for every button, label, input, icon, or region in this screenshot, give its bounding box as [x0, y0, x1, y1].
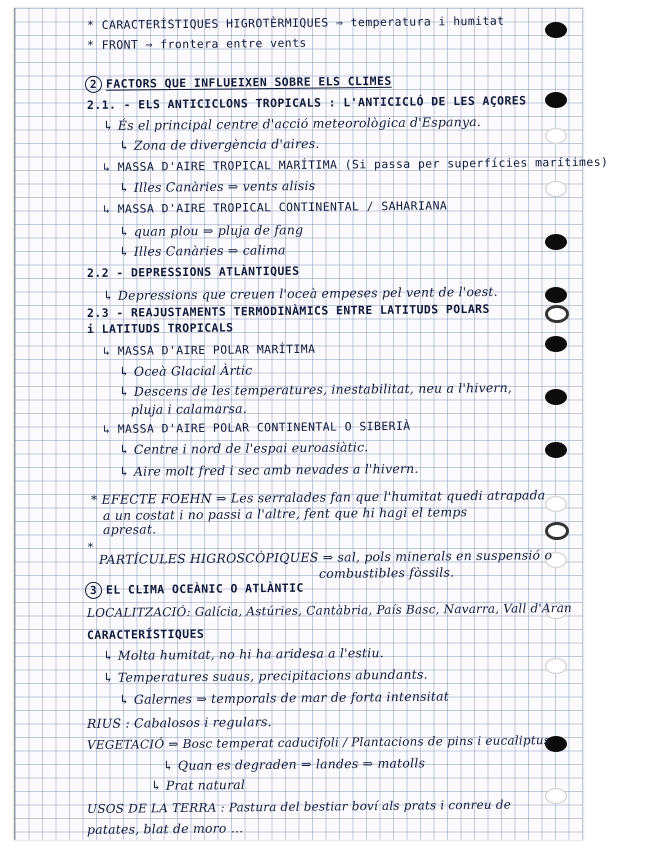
note-line: a un costat i no passi a l'altre, fent que hi hagi el temps: [102, 504, 468, 523]
punch-hole: [545, 788, 567, 804]
note-line: ↳ Zona de divergència d'aires.: [118, 135, 320, 153]
punch-hole: [545, 287, 567, 303]
section-number: 3: [85, 582, 102, 599]
note-line: PARTÍCULES HIGROSCÒPIQUES ⇒ sal, pols minerals en suspensió o: [98, 547, 553, 567]
section-heading: [85, 580, 304, 599]
note-line: CARACTERÍSTIQUES: [86, 626, 205, 642]
note-line: ↳ Galernes ⇒ temporals de mar de forta intensitat: [118, 688, 450, 707]
note-line: ↳ MASSA D'AIRE TROPICAL CONTINENTAL / SAHARIANA: [102, 198, 448, 216]
note-line: ↳ Illes Canàries ⇒ calima: [118, 242, 286, 259]
note-line: apresat.: [102, 521, 157, 537]
note-line: *: [86, 539, 95, 554]
punch-hole: [545, 336, 567, 352]
punch-hole: [545, 442, 567, 458]
note-line: VEGETACIÓ ⇒ Bosc temperat caducifoli / Plantacions de pins i eucaliptus: [86, 733, 551, 752]
note-line: ↳ Centre i nord de l'espai euroasiàtic.: [118, 439, 369, 457]
section-heading: [85, 73, 392, 93]
note-line: ↳ quan plou ⇒ pluja de fang: [118, 222, 304, 239]
note-line: LOCALITZACIÓ: Galícia, Astúries, Cantàbria, País Basc, Navarra, Vall d'Aran: [86, 600, 573, 620]
punch-hole: [545, 389, 567, 405]
punch-hole: [545, 658, 567, 674]
punch-hole: [545, 234, 567, 250]
punch-hole: [545, 496, 567, 512]
note-line: RIUS : Cabalosos i regulars.: [86, 714, 272, 731]
punch-hole: [545, 181, 567, 197]
note-line: ↳ Aire molt fred i sec amb nevades a l'hivern.: [118, 460, 419, 479]
punch-hole: [545, 22, 567, 38]
note-line: ↳ És el principal centre d'acció meteorològica d'Espanya.: [102, 114, 482, 133]
notebook-page: [14, 8, 609, 840]
note-line: USOS DE LA TERRA : Pastura del bestiar boví als prats i conreu de: [86, 797, 512, 816]
note-line: ↳ Illes Canàries ⇒ vents alisis: [118, 177, 316, 195]
note-line: patates, blat de moro ...: [86, 820, 244, 837]
section-title: FACTORS QUE INFLUEIXEN SOBRE ELS CLIMES: [105, 73, 392, 91]
note-line: * FRONT ⇒ frontera entre vents: [86, 35, 307, 52]
punch-hole: [545, 128, 567, 144]
note-line: * CARACTERÍSTIQUES HIGROTÈRMIQUES ⇒ temperatura i humitat: [86, 13, 505, 32]
note-line: ↳ MASSA D'AIRE TROPICAL MARÍTIMA (Si passa per superfícies marítimes): [102, 154, 609, 174]
section-number: 2: [85, 76, 102, 93]
subsection-heading: 2.3 - REAJUSTAMENTS TERMODINÀMICS ENTRE LATITUDS POLARS: [86, 301, 490, 320]
note-line: * EFECTE FOEHN ⇒ Les serralades fan que l'humitat quedi atrapada: [90, 487, 546, 507]
punch-hole: [545, 522, 569, 540]
note-line: ↳ MASSA D'AIRE POLAR CONTINENTAL O SIBERIÀ: [102, 418, 411, 436]
note-line: ↳ Depressions que creuen l'oceà empeses pel vent de l'oest.: [102, 283, 498, 303]
note-line: ↳ Quan es degraden ⇒ landes ⇒ matolls: [162, 755, 426, 773]
note-line: ↳ Temperatures suaus, precipitacions abundants.: [102, 666, 428, 685]
note-line: pluja i calamarsa.: [130, 400, 248, 417]
note-line: ↳ MASSA D'AIRE POLAR MARÍTIMA: [102, 341, 316, 358]
punch-hole: [545, 305, 569, 323]
note-line: ↳ Descens de les temperatures, inestabilitat, neu a l'hivern,: [118, 379, 513, 399]
note-line: ↳ Molta humitat, no hi ha aridesa a l'estiu.: [102, 645, 384, 663]
punch-hole: [545, 92, 567, 108]
note-line: ↳ Oceà Glacial Àrtic: [118, 362, 253, 379]
subsection-heading: 2.1. - ELS ANTICICLONS TROPICALS : L'ANTICICLÓ DE LES AÇORES: [86, 93, 527, 112]
note-line: combustibles fòssils.: [318, 564, 455, 581]
section-title: EL CLIMA OCEÀNIC O ATLÀNTIC: [105, 580, 304, 597]
subsection-heading: 2.2 - DEPRESSIONS ATLÀNTIQUES: [86, 263, 300, 280]
subsection-heading: i LATITUDS TROPICALS: [86, 320, 234, 336]
note-line: ↳ Prat natural: [150, 777, 246, 793]
